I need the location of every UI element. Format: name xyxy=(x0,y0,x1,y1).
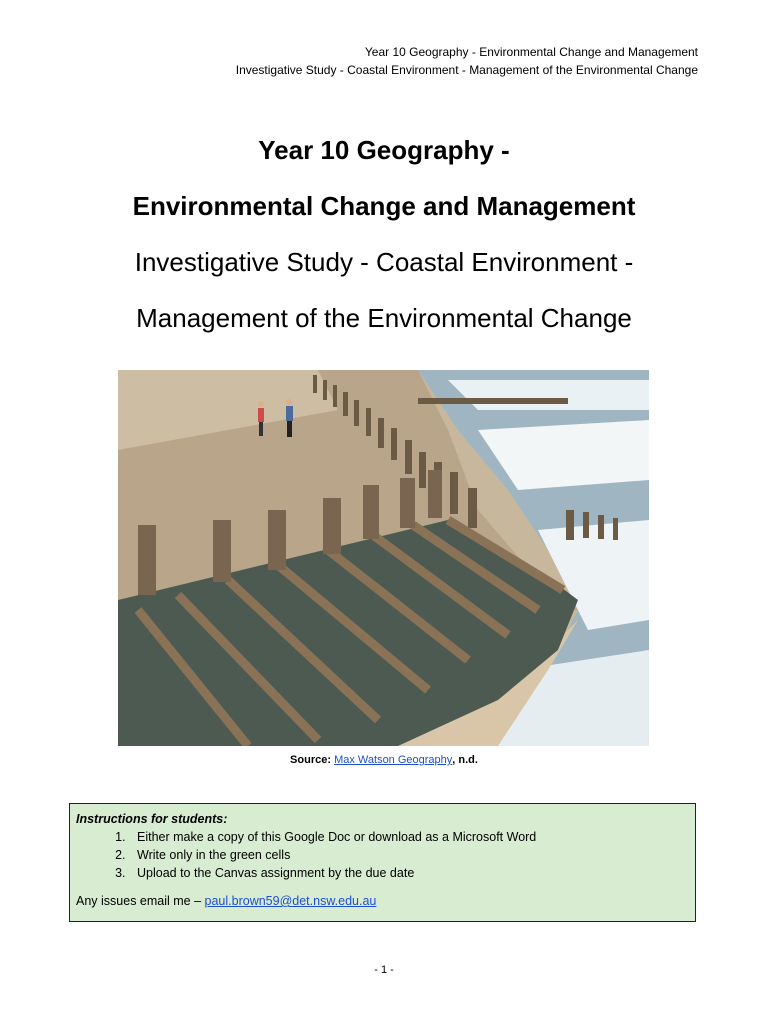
coastal-groyne-photo xyxy=(118,370,649,746)
contact-email-link[interactable]: paul.brown59@det.nsw.edu.au xyxy=(204,894,377,908)
document-title xyxy=(0,122,768,346)
header-line-2: Investigative Study - Coastal Environment - Management of the Environmental Change xyxy=(235,63,698,77)
title-line-2: Environmental Change and Management xyxy=(132,191,636,221)
instruction-item: 3. Upload to the Canvas assignment by the due date xyxy=(129,864,689,882)
title-line-3: Investigative Study - Coastal Environment - xyxy=(134,247,634,277)
image-source-caption xyxy=(0,754,768,766)
instructions-list xyxy=(76,828,689,882)
header-line-1: Year 10 Geography - Environmental Change and Management xyxy=(364,45,698,59)
instructions-title: Instructions for students: xyxy=(76,812,228,826)
source-link[interactable]: Max Watson Geography xyxy=(334,754,453,766)
source-suffix: , n.d. xyxy=(452,754,478,766)
contact-line xyxy=(76,892,689,910)
instruction-item: 1. Either make a copy of this Google Doc or download as a Microsoft Word xyxy=(129,828,689,846)
source-label: Source: xyxy=(290,754,332,766)
instructions-box xyxy=(69,803,696,922)
title-line-1: Year 10 Geography - xyxy=(258,135,510,165)
title-line-4: Management of the Environmental Change xyxy=(136,303,632,333)
page-header xyxy=(236,43,698,79)
page-number: - 1 - xyxy=(374,964,394,976)
contact-prefix: Any issues email me – xyxy=(76,894,205,908)
instruction-item: 2. Write only in the green cells xyxy=(129,846,689,864)
